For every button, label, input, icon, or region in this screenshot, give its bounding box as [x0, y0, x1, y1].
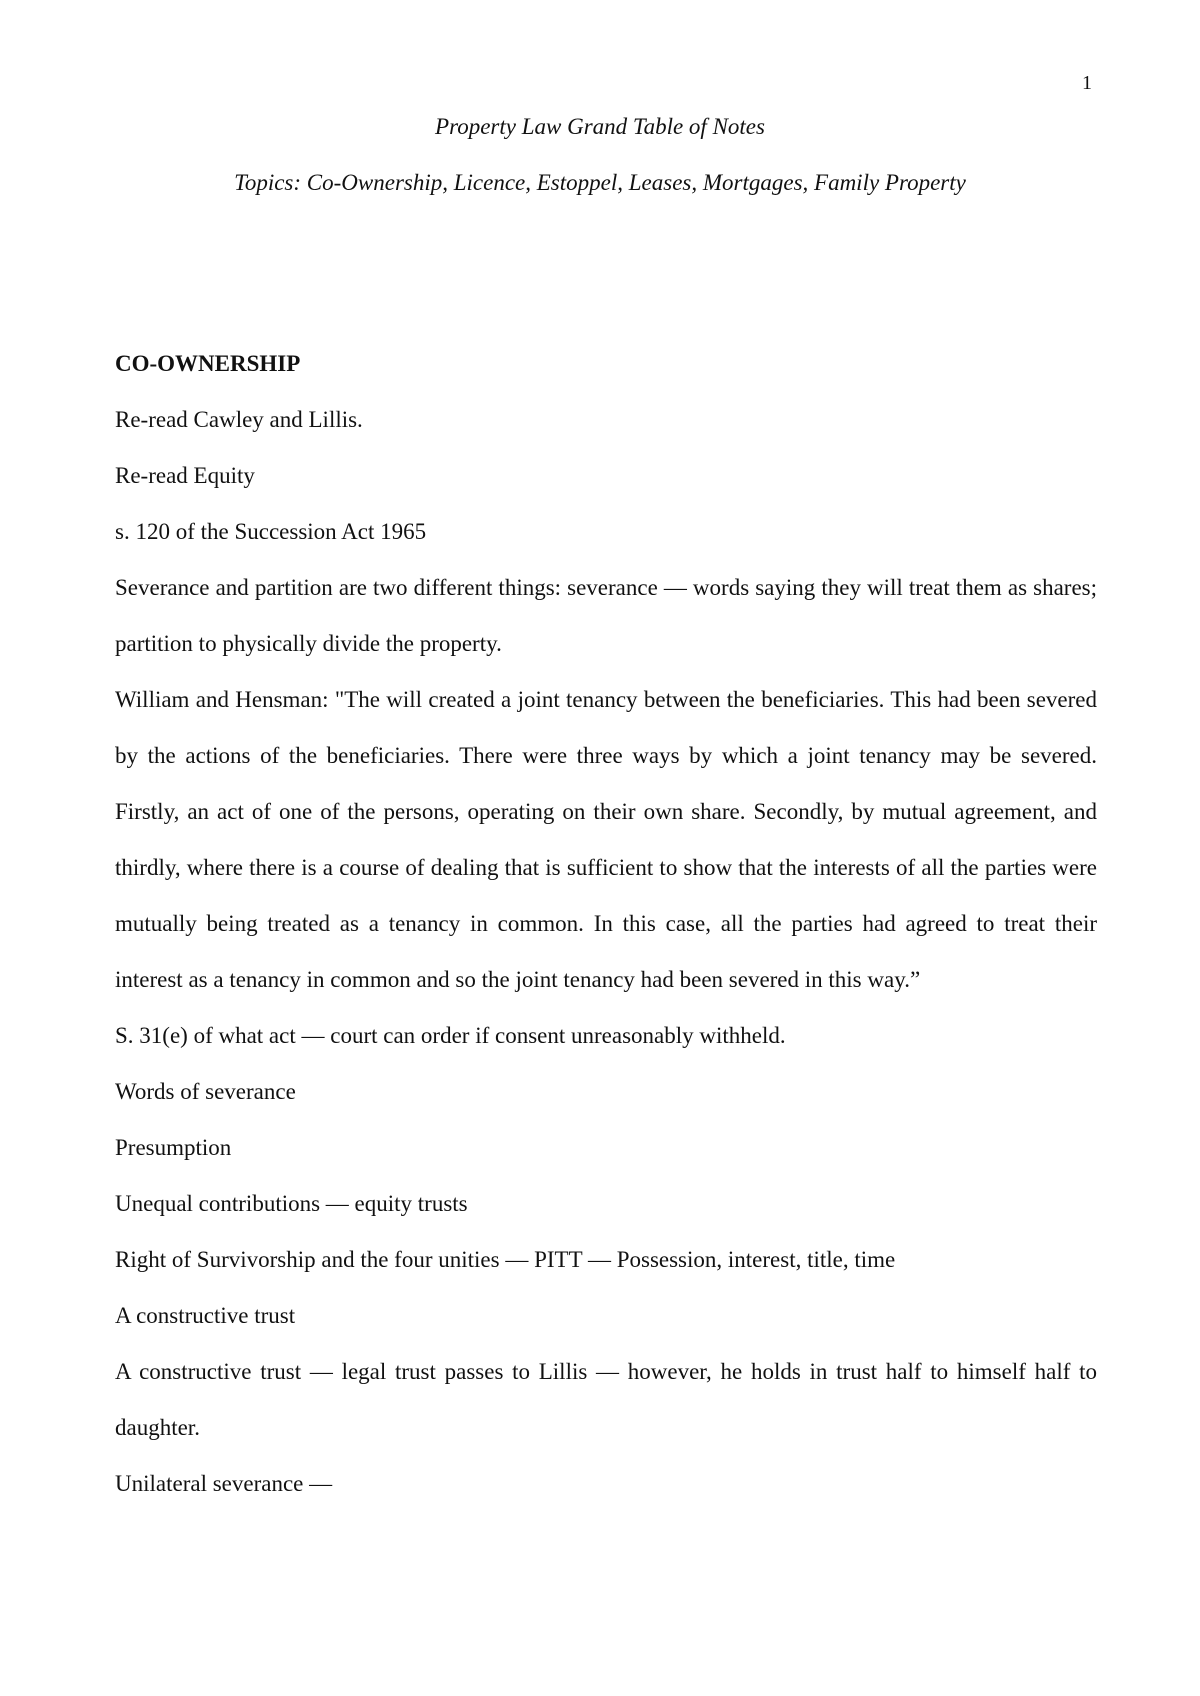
document-body — [115, 336, 1097, 1512]
paragraph-unequal-contributions: Unequal contributions — equity trusts — [115, 1191, 468, 1216]
paragraph-william-hensman-quote: William and Hensman: "The will created a joint tenancy between the beneficiaries. This had been severed by the actions of the beneficiaries. There were three ways by which a joint tenancy may be severed. Firstly, an act of one of the persons, operating on their own share. Secondly, by mutual agreement, and thirdly, where there is a course of dealing that is sufficient to show that the interests of all the parties were mutually being treated as a tenancy in common. In this case, all the parties had agreed to treat their interest as a tenancy in common and so the joint tenancy had been severed in this way.” — [115, 687, 1097, 992]
paragraph-right-of-survivorship: Right of Survivorship and the four unities — PITT — Possession, interest, title, time — [115, 1247, 896, 1272]
paragraph-presumption: Presumption — [115, 1135, 232, 1160]
paragraph-constructive-trust-lillis: A constructive trust — legal trust passes to Lillis — however, he holds in trust half to himself half to daughter. — [115, 1359, 1097, 1440]
paragraph-succession-act: s. 120 of the Succession Act 1965 — [115, 519, 427, 544]
page-number: 1 — [1082, 72, 1092, 94]
document-subtitle: Topics: Co-Ownership, Licence, Estoppel, Leases, Mortgages, Family Property — [234, 170, 966, 195]
paragraph-s31e: S. 31(e) of what act — court can order if consent unreasonably withheld. — [115, 1023, 786, 1048]
document-title: Property Law Grand Table of Notes — [435, 114, 765, 139]
section-heading: CO-OWNERSHIP — [115, 351, 301, 376]
paragraph-reread-equity: Re-read Equity — [115, 463, 255, 488]
paragraph-unilateral-severance: Unilateral severance — — [115, 1471, 333, 1496]
paragraph-words-of-severance: Words of severance — [115, 1079, 296, 1104]
paragraph-severance-partition: Severance and partition are two different things: severance — words saying they will treat them as shares; partition to physically divide the property. — [115, 575, 1097, 656]
paragraph-reread-cawley: Re-read Cawley and Lillis. — [115, 407, 363, 432]
paragraph-constructive-trust: A constructive trust — [115, 1303, 296, 1328]
